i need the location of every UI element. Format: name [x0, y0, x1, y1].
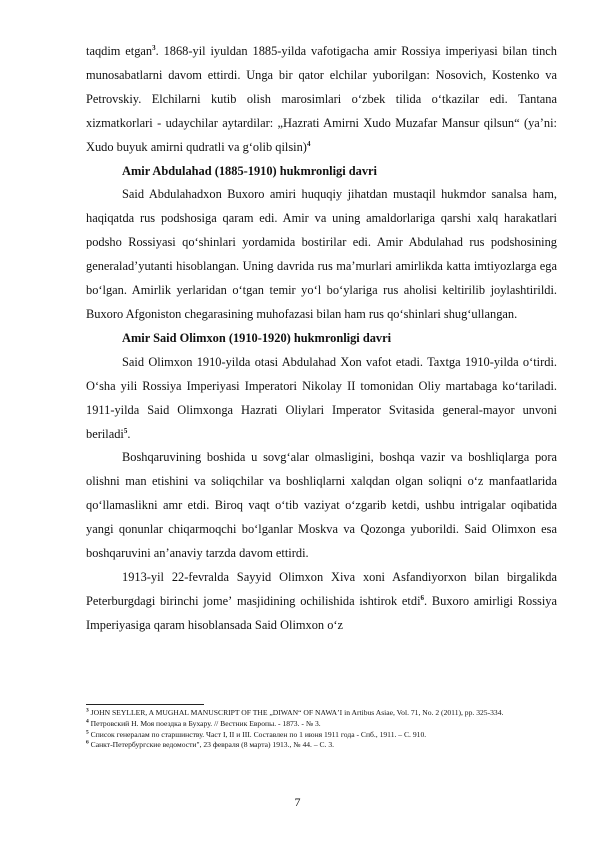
page-body — [86, 40, 557, 638]
paragraph-1: taqdim etgan$^3$. 1868-yil iyuldan 1885-yilda vafotigacha amir Rossiya imperiyasi bilan tinch munosabatlarni davom ettirdi. Unga bir qator elchilar yuborilgan: Nosovich, Kostenko va Petrovskiy. Elchilarni kutib olish marosimlari oʻzbek tilida oʻtkazilar edi. Tantana xizmatkorlari - udaychilar aytardilar: „Hazrati Amirni Xudo Muzafar Mansur qilsun“ (yaʼni: Xudo buyuk amirni qudratli va gʻolib qilsin)$^4$ — [86, 43, 558, 154]
paragraph-5: 1913-yil 22-fevralda Sayyid Olimxon Xiva xoni Asfandiyorxon bilan birgalikda Peterburgdagi birinchi jomeʼ masjidining ochilishida ishtirok etdi$^6$. Buxoro amirligi Rossiya Imperiyasiga qaram hisoblansada Said Olimxon oʻz — [86, 569, 557, 632]
footnote-5: $^5$ Список генералам по старшинству. Част I, II и III. Составлен по 1 июня 1911 года - Спб., 1911. – С. 910. — [86, 729, 427, 739]
footnote-ref-4[interactable]: 4 — [306, 139, 311, 148]
paragraph-4: Boshqaruvining boshida u sovgʻalar olmasligini, boshqa vazir va boshliqlarga pora olishni man etishini va soliqchilar va boshliqlarni xalqdan olgan soliqni oʻz manfaatlarida qoʻllamaslikni amr etdi. Biroq vaqt oʻtib vaziyat oʻzgarib ketdi, ushbu intrigalar oqibatida yangi qonunlar chiqarmoqchi boʻlganlar Moskva va Qozonga yuborildi. Said Olimxon esa boshqaruvini anʼanaviy tarzda davom ettirdi. — [86, 450, 557, 561]
section-heading-olimxon: Amir Said Olimxon (1910-1920) hukmronligi davri — [122, 330, 392, 345]
footnote-4: $^4$ Петровский Н. Моя поездка в Бухару. // Вестник Европы. - 1873. - № 3. — [86, 718, 321, 728]
footnote-6: $^6$ Санкт-Петербургские ведомости", 23 февраля (8 марта) 1913., № 44. – С. 3. — [86, 739, 335, 750]
footnote-3: $^3$ JOHN SEYLLER, A MUGHAL MANUSCRIPT OF THE „DIWAN“ OF NAWAʼI in Artibus Asiae, Vol. 71, No. 2 (2011), pp. 325-334. — [86, 707, 504, 717]
section-heading-abdulahad: Amir Abdulahad (1885-1910) hukmronligi davri — [122, 163, 377, 178]
footnotes — [86, 704, 557, 751]
footnote-ref-6[interactable]: 6 — [420, 593, 425, 602]
paragraph-3: Said Olimxon 1910-yilda otasi Abdulahad Xon vafot etadi. Taxtga 1910-yilda oʻtirdi. Oʻsha yili Rossiya Imperiyasi Imperatori Nikolay II tomonidan Oliy martabaga koʻtariladi. 1911-yilda Said Olimxonga Hazrati Oliylari Imperator Svitasida general-mayor unvoni beriladi$^5$. — [86, 354, 557, 441]
footnote-ref-3[interactable]: 3 — [152, 43, 156, 52]
page-number: 7 — [294, 795, 301, 809]
footnote-ref-5[interactable]: 5 — [123, 426, 128, 435]
footnote-divider — [86, 704, 204, 705]
paragraph-2: Said Abdulahadxon Buxoro amiri huquqiy jihatdan mustaqil hukmdor sanalsa ham, haqiqatda rus podshosiga qaram edi. Amir va uning amaldorlariga qarshi xalq harakatlari podsho Rossiyasi qoʻshinlari yordamida bostirilar edi. Amir Abdulahad rus podshosining generaladʼyutanti hisoblangan. Uning davrida rus maʼmurlari amirlikda katta imtiyozlarga ega boʻlgan. Amirlik yerlaridan oʻtgan temir yoʻl boʻylariga rus aholisi keltirilib joylashtirildi. Buxoro Afgoniston chegarasining muhofazasi bilan ham rus qoʻshinlari shugʻullangan. — [86, 187, 557, 321]
